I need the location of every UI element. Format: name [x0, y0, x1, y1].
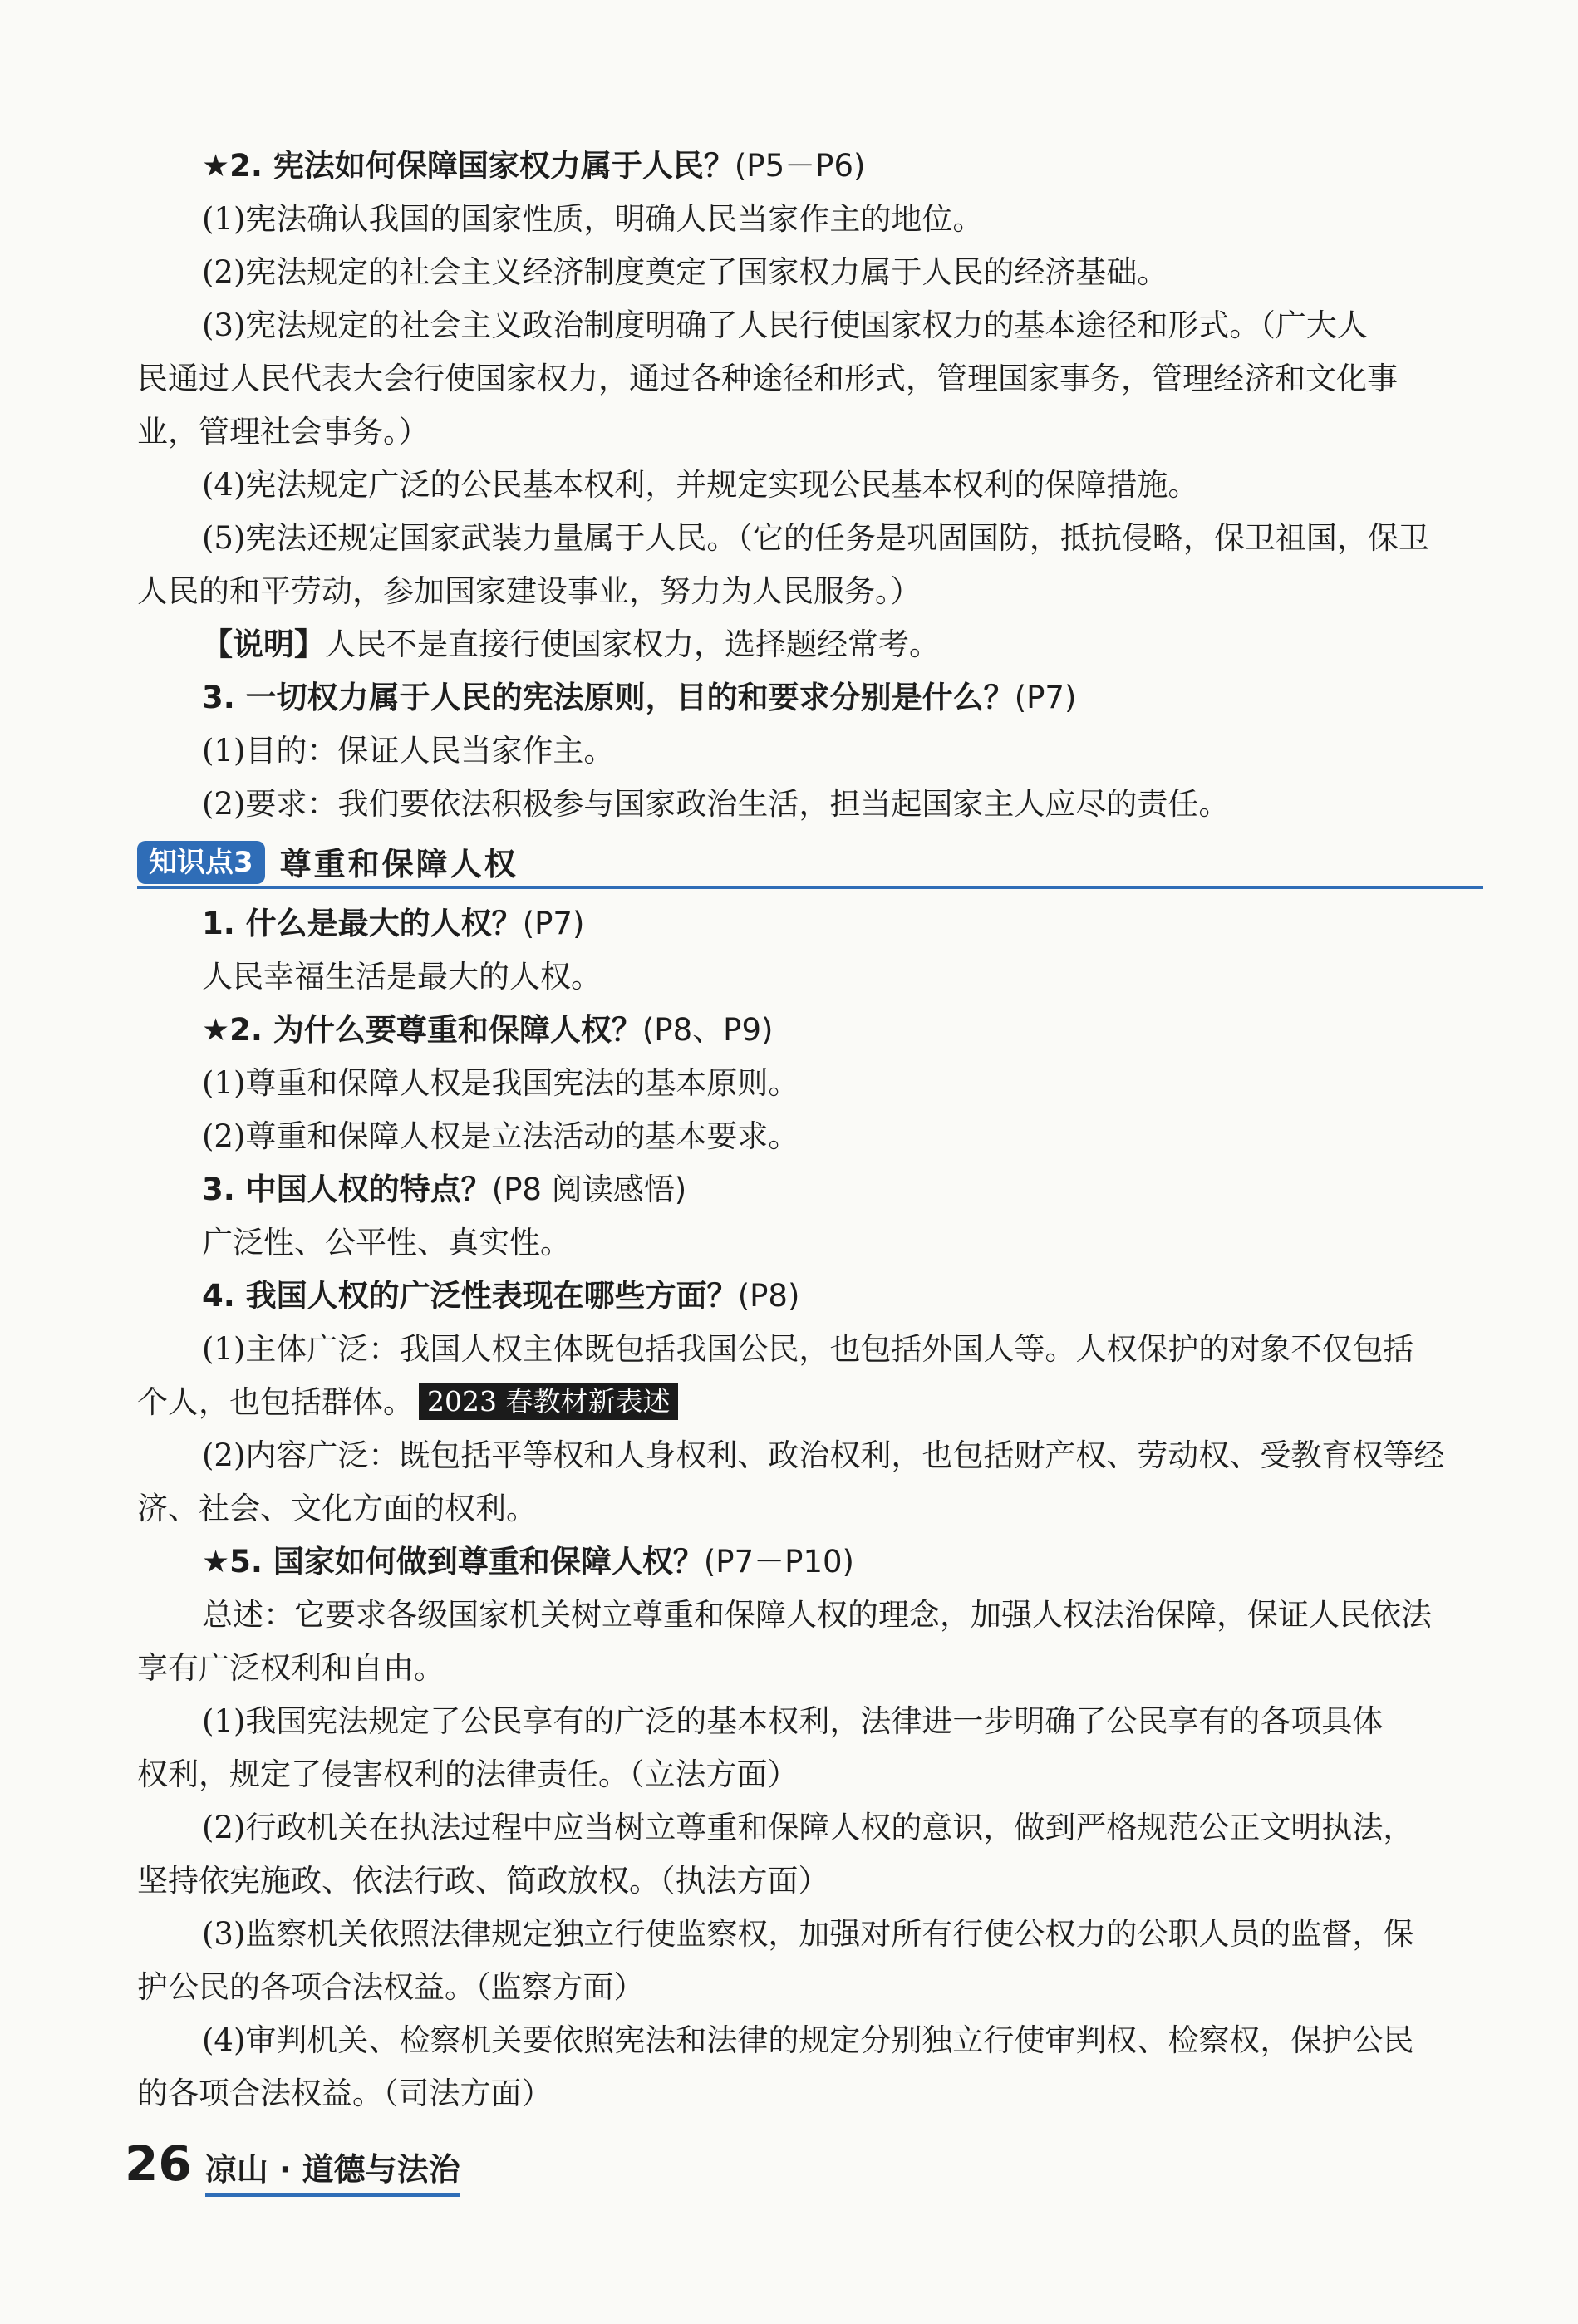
line-text: (4)宪法规定广泛的公民基本权利，并规定实现公民基本权利的保障措施。	[202, 467, 1199, 503]
question-text: ★2. 宪法如何保障国家权力属于人民？	[202, 148, 735, 184]
question-line	[137, 1004, 1483, 1057]
page-reference: (P5－P6)	[734, 148, 866, 184]
question-text: ★2. 为什么要尊重和保障人权？	[202, 1012, 642, 1048]
question-text: 4. 我国人权的广泛性表现在哪些方面？	[202, 1278, 738, 1314]
paragraph-line	[137, 1801, 1483, 1855]
section-header	[137, 834, 1483, 889]
question-text: 3. 一切权力属于人民的宪法原则，目的和要求分别是什么？	[202, 680, 1015, 715]
question-line	[137, 1535, 1483, 1589]
paragraph-line	[137, 725, 1483, 778]
section-badge: 知识点3	[137, 841, 265, 884]
line-text: (1)宪法确认我国的国家性质，明确人民当家作主的地位。	[202, 201, 984, 237]
paragraph-line	[137, 299, 1483, 352]
line-text: 个人，也包括群体。	[137, 1384, 414, 1420]
line-text: 济、社会、文化方面的权利。	[137, 1491, 537, 1526]
body-line	[137, 1376, 1483, 1429]
line-text: 人民幸福生活是最大的人权。	[202, 959, 602, 995]
paragraph-line	[137, 951, 1483, 1004]
paragraph-line	[137, 2014, 1483, 2067]
line-text: 民通过人民代表大会行使国家权力，通过各种途径和形式，管理国家事务，管理经济和文化事	[137, 361, 1398, 396]
page-reference: (P8 阅读感悟)	[491, 1172, 687, 1207]
paragraph-line	[137, 1589, 1483, 1642]
line-text: 坚持依宪施政、依法行政、简政放权。（执法方面）	[137, 1863, 829, 1899]
paragraph-line	[137, 1429, 1483, 1482]
new-edition-tag: 2023 春教材新表述	[419, 1383, 678, 1420]
question-line	[137, 671, 1483, 725]
continuation-line	[137, 1748, 1483, 1801]
continuation-line	[137, 1482, 1483, 1535]
question-line	[137, 1163, 1483, 1216]
question-line	[137, 140, 1483, 193]
continuation-line	[137, 352, 1483, 405]
line-text: 人民的和平劳动，参加国家建设事业，努力为人民服务。）	[137, 573, 922, 609]
line-text: (2)内容广泛：既包括平等权和人身权利、政治权利，也包括财产权、劳动权、受教育权等经	[202, 1437, 1445, 1473]
page-number: 26	[125, 2135, 192, 2192]
question-text: ★5. 国家如何做到尊重和保障人权？	[202, 1544, 704, 1580]
note-label: 【说明】	[202, 626, 325, 662]
line-text: 广泛性、公平性、真实性。	[202, 1225, 571, 1260]
question-text: 3. 中国人权的特点？	[202, 1172, 492, 1207]
line-text: (2)尊重和保障人权是立法活动的基本要求。	[202, 1118, 799, 1154]
continuation-line	[137, 565, 1483, 618]
section-2-questions	[137, 140, 1483, 831]
page-reference: (P7)	[522, 906, 585, 941]
paragraph-line	[137, 1057, 1483, 1110]
line-text: (2)要求：我们要依法积极参与国家政治生活，担当起国家主人应尽的责任。	[202, 786, 1230, 822]
book-title: 凉山 · 道德与法治	[205, 2144, 460, 2197]
paragraph-line	[137, 459, 1483, 512]
note-text: 人民不是直接行使国家权力，选择题经常考。	[325, 626, 940, 662]
line-text: (3)宪法规定的社会主义政治制度明确了人民行使国家权力的基本途径和形式。（广大人	[202, 307, 1368, 343]
page-reference: (P8、P9)	[642, 1012, 774, 1048]
line-text: 的各项合法权益。（司法方面）	[137, 2076, 553, 2111]
page-footer	[125, 2135, 460, 2197]
paragraph-line	[137, 1110, 1483, 1163]
note-line	[137, 618, 1483, 671]
paragraph-line	[137, 1908, 1483, 1961]
question-line	[137, 1270, 1483, 1323]
page-reference: (P8)	[737, 1278, 800, 1314]
line-text: 业，管理社会事务。）	[137, 414, 430, 450]
page-content	[137, 140, 1483, 2120]
paragraph-line	[137, 1323, 1483, 1376]
question-line	[137, 897, 1483, 951]
continuation-line	[137, 1961, 1483, 2014]
line-text: (1)主体广泛：我国人权主体既包括我国公民，也包括外国人等。人权保护的对象不仅包括	[202, 1331, 1414, 1367]
line-text: (2)宪法规定的社会主义经济制度奠定了国家权力属于人民的经济基础。	[202, 254, 1168, 290]
question-text: 1. 什么是最大的人权？	[202, 906, 523, 941]
line-text: (5)宪法还规定国家武装力量属于人民。（它的任务是巩固国防，抵抗侵略，保卫祖国，保卫	[202, 520, 1429, 556]
line-text: (1)我国宪法规定了公民享有的广泛的基本权利，法律进一步明确了公民享有的各项具体	[202, 1703, 1384, 1739]
continuation-line	[137, 1642, 1483, 1695]
page-reference: (P7－P10)	[703, 1544, 854, 1580]
line-text: 享有广泛权利和自由。	[137, 1650, 445, 1686]
section-3-questions	[137, 897, 1483, 2120]
section-title: 尊重和保障人权	[279, 846, 519, 882]
continuation-line	[137, 2067, 1483, 2120]
paragraph-line	[137, 1695, 1483, 1748]
page-reference: (P7)	[1014, 680, 1077, 715]
line-text: (1)目的：保证人民当家作主。	[202, 733, 615, 769]
continuation-line	[137, 1855, 1483, 1908]
paragraph-line	[137, 512, 1483, 565]
paragraph-line	[137, 193, 1483, 246]
continuation-line	[137, 405, 1483, 459]
line-text: (1)尊重和保障人权是我国宪法的基本原则。	[202, 1065, 799, 1101]
paragraph-line	[137, 1216, 1483, 1270]
paragraph-line	[137, 246, 1483, 299]
line-text: 总述：它要求各级国家机关树立尊重和保障人权的理念，加强人权法治保障，保证人民依法	[202, 1597, 1432, 1633]
paragraph-line	[137, 778, 1483, 831]
line-text: 权利，规定了侵害权利的法律责任。（立法方面）	[137, 1757, 799, 1792]
line-text: (2)行政机关在执法过程中应当树立尊重和保障人权的意识，做到严格规范公正文明执法，	[202, 1810, 1414, 1845]
line-text: (3)监察机关依照法律规定独立行使监察权，加强对所有行使公权力的公职人员的监督，保	[202, 1916, 1414, 1952]
line-text: (4)审判机关、检察机关要依照宪法和法律的规定分别独立行使审判权、检察权，保护公民	[202, 2022, 1414, 2058]
line-text: 护公民的各项合法权益。（监察方面）	[137, 1969, 645, 2005]
